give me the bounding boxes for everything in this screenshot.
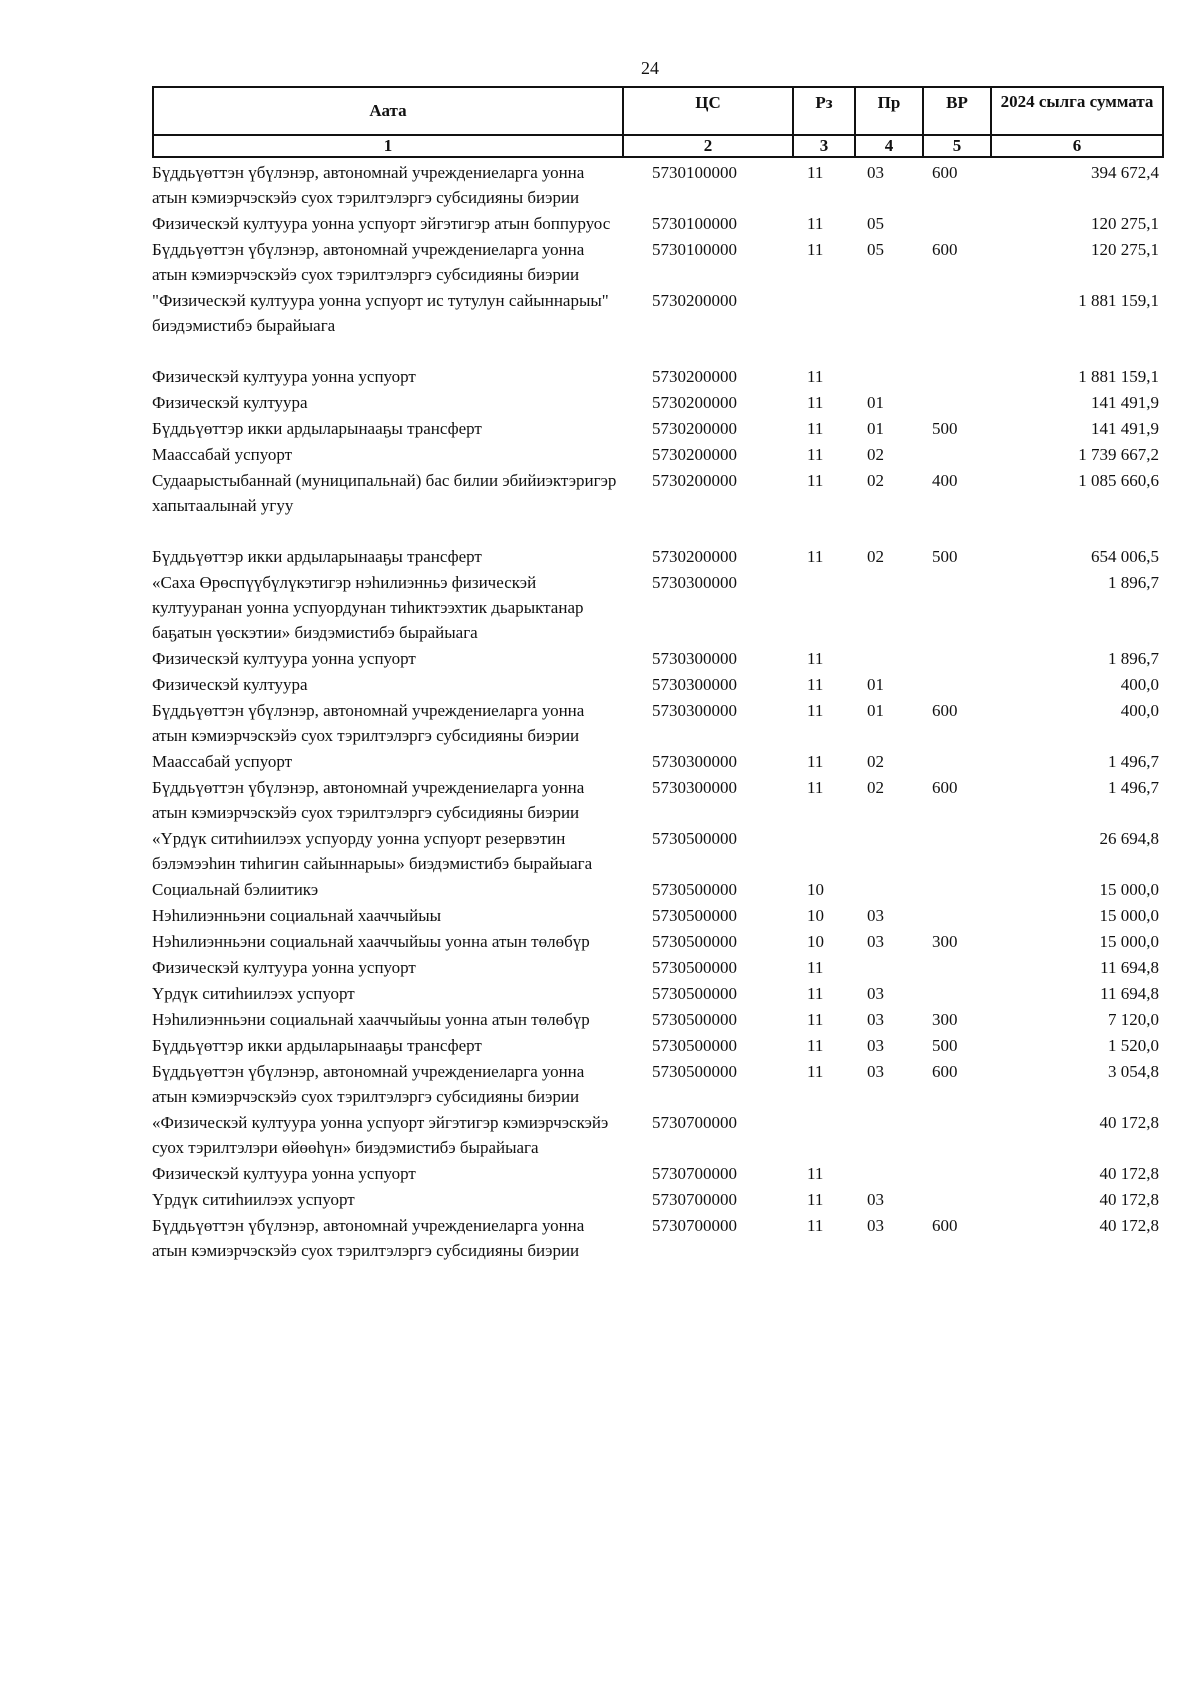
row-cs: 5730700000	[652, 1216, 737, 1235]
row-sum: 40 172,8	[1099, 1216, 1159, 1235]
header-num-2: 2	[623, 135, 793, 157]
table-row	[152, 570, 1162, 646]
table-row	[152, 775, 1162, 826]
table-row	[152, 1059, 1162, 1110]
row-sum: 15 000,0	[1099, 906, 1159, 925]
row-rz: 11	[807, 1036, 824, 1055]
row-cs: 5730200000	[652, 419, 737, 438]
row-name: Физическэй култуура уонна успуорт	[152, 958, 416, 977]
table-row	[152, 442, 1162, 468]
row-sum: 120 275,1	[1091, 214, 1159, 233]
table-row	[152, 955, 1162, 981]
row-sum: 1 896,7	[1108, 649, 1159, 668]
row-pr: 02	[867, 547, 884, 566]
row-name: Физическэй култуура уонна успуорт	[152, 367, 416, 386]
row-rz: 11	[807, 445, 824, 464]
row-name: Нэһилиэнньэни социальнай хааччыйыы	[152, 906, 442, 925]
row-name: Бүддьүөттэн үбүлэнэр, автономнай учреждениеларга уонна атын кэмиэрчэскэйэ суох тэрилтэлэргэ субсидияны биэрии	[152, 1216, 585, 1260]
row-rz: 11	[807, 240, 824, 259]
row-rz: 11	[807, 675, 824, 694]
row-cs: 5730100000	[652, 240, 737, 259]
row-name: Физическэй култуура уонна успуорт эйгэтигэр атын боппуруос	[152, 214, 611, 233]
table-row	[152, 981, 1162, 1007]
table-row	[152, 544, 1162, 570]
table-row	[152, 1161, 1162, 1187]
header-nums-row	[153, 135, 1163, 157]
row-sum: 1 739 667,2	[1078, 445, 1159, 464]
row-sum: 1 881 159,1	[1078, 291, 1159, 310]
table-row	[152, 646, 1162, 672]
row-cs: 5730500000	[652, 1036, 737, 1055]
table-row	[152, 877, 1162, 903]
row-rz: 11	[807, 1164, 824, 1183]
row-name: Үрдүк ситиһиилээх успуорт	[152, 1190, 355, 1209]
table-row	[152, 1213, 1162, 1264]
row-rz: 11	[807, 958, 824, 977]
row-vr: 600	[932, 1062, 958, 1081]
row-name: Бүддьүөттэр икки ардыларынааҕы трансферт	[152, 1036, 482, 1055]
row-rz: 11	[807, 547, 824, 566]
row-cs: 5730100000	[652, 214, 737, 233]
row-rz: 10	[807, 880, 824, 899]
row-sum: 141 491,9	[1091, 393, 1159, 412]
row-sum: 120 275,1	[1091, 240, 1159, 259]
row-sum: 40 172,8	[1099, 1190, 1159, 1209]
row-pr: 01	[867, 419, 884, 438]
row-pr: 05	[867, 240, 884, 259]
header-num-4: 4	[855, 135, 923, 157]
row-sum: 7 120,0	[1108, 1010, 1159, 1029]
header-aata: Аата	[153, 87, 623, 135]
header-sum: 2024 сылга суммата	[991, 87, 1163, 135]
row-sum: 1 896,7	[1108, 573, 1159, 592]
row-name: Физическэй култуура уонна успуорт	[152, 649, 416, 668]
row-sum: 3 054,8	[1108, 1062, 1159, 1081]
row-pr: 03	[867, 906, 884, 925]
table-row	[152, 364, 1162, 390]
row-rz: 11	[807, 214, 824, 233]
row-sum: 40 172,8	[1099, 1164, 1159, 1183]
row-name: Бүддьүөттэн үбүлэнэр, автономнай учреждениеларга уонна атын кэмиэрчэскэйэ суох тэрилтэлэргэ субсидияны биэрии	[152, 701, 585, 745]
row-pr: 01	[867, 675, 884, 694]
row-sum: 400,0	[1120, 675, 1159, 694]
row-name: Нэһилиэнньэни социальнай хааччыйыы уонна атын төлөбүр	[152, 1010, 590, 1029]
table-row	[152, 211, 1162, 237]
row-sum: 40 172,8	[1099, 1113, 1159, 1132]
row-cs: 5730200000	[652, 471, 737, 490]
row-rz: 11	[807, 419, 824, 438]
row-pr: 03	[867, 1190, 884, 1209]
row-pr: 03	[867, 163, 884, 182]
table-row	[152, 903, 1162, 929]
row-name: Маассабай успуорт	[152, 445, 293, 464]
header-cs: ЦС	[623, 87, 793, 135]
table-row	[152, 1007, 1162, 1033]
row-name: Бүддьүөттэн үбүлэнэр, автономнай учреждениеларга уонна атын кэмиэрчэскэйэ суох тэрилтэлэргэ субсидияны биэрии	[152, 778, 585, 822]
row-name: Социальнай бэлиитикэ	[152, 880, 319, 899]
row-cs: 5730500000	[652, 984, 737, 1003]
row-pr: 03	[867, 1010, 884, 1029]
table-row	[152, 390, 1162, 416]
row-pr: 02	[867, 752, 884, 771]
row-pr: 03	[867, 1036, 884, 1055]
row-rz: 11	[807, 752, 824, 771]
row-cs: 5730700000	[652, 1164, 737, 1183]
row-rz: 11	[807, 163, 824, 182]
row-vr: 300	[932, 1010, 958, 1029]
row-sum: 1 881 159,1	[1078, 367, 1159, 386]
row-cs: 5730300000	[652, 752, 737, 771]
row-cs: 5730200000	[652, 367, 737, 386]
table-row	[152, 1110, 1162, 1161]
header-rz: Рз	[793, 87, 855, 135]
row-vr: 600	[932, 701, 958, 720]
row-pr: 03	[867, 932, 884, 951]
row-sum: 1 085 660,6	[1078, 471, 1159, 490]
header-num-3: 3	[793, 135, 855, 157]
row-rz: 11	[807, 1216, 824, 1235]
row-cs: 5730500000	[652, 1010, 737, 1029]
row-cs: 5730500000	[652, 1062, 737, 1081]
row-rz: 11	[807, 1190, 824, 1209]
header-num-6: 6	[991, 135, 1163, 157]
table-row	[152, 672, 1162, 698]
row-pr: 05	[867, 214, 884, 233]
row-rz: 11	[807, 367, 824, 386]
row-name: "Физическэй култуура уонна успуорт ис тутулун сайыннарыы" биэдэмистибэ бырайыага	[152, 291, 609, 335]
row-name: «Саха Өрөспүүбүлүкэтигэр нэһилиэнньэ физическэй култууранан уонна успуордунан тиһиктээхтик дьарыктанар баҕатын үөскэтии» биэдэмистибэ бырайыага	[152, 573, 584, 642]
row-sum: 394 672,4	[1091, 163, 1159, 182]
row-name: Бүддьүөттэр икки ардыларынааҕы трансферт	[152, 547, 482, 566]
row-sum: 15 000,0	[1099, 880, 1159, 899]
row-vr: 400	[932, 471, 958, 490]
row-cs: 5730500000	[652, 906, 737, 925]
row-pr: 01	[867, 701, 884, 720]
row-sum: 400,0	[1120, 701, 1159, 720]
row-rz: 11	[807, 701, 824, 720]
row-name: Физическэй култуура	[152, 393, 308, 412]
table-row	[152, 288, 1162, 364]
header-names-row	[153, 87, 1163, 135]
table-row	[152, 929, 1162, 955]
table-row	[152, 416, 1162, 442]
table-row	[152, 749, 1162, 775]
row-pr: 03	[867, 1062, 884, 1081]
row-name: Физическэй култуура	[152, 675, 308, 694]
row-name: «Физическэй култуура уонна успуорт эйгэтигэр кэмиэрчэскэйэ суох тэрилтэлэри өйөөһүн» биэдэмистибэ бырайыага	[152, 1113, 609, 1157]
row-cs: 5730500000	[652, 932, 737, 951]
row-pr: 01	[867, 393, 884, 412]
row-sum: 15 000,0	[1099, 932, 1159, 951]
row-pr: 03	[867, 1216, 884, 1235]
row-rz: 11	[807, 984, 824, 1003]
row-vr: 600	[932, 1216, 958, 1235]
row-name: Бүддьүөттэн үбүлэнэр, автономнай учреждениеларга уонна атын кэмиэрчэскэйэ суох тэрилтэлэргэ субсидияны биэрии	[152, 163, 585, 207]
table-row	[152, 1187, 1162, 1213]
row-sum: 11 694,8	[1100, 984, 1159, 1003]
row-rz: 11	[807, 393, 824, 412]
row-cs: 5730700000	[652, 1113, 737, 1132]
row-name: Бүддьүөттэн үбүлэнэр, автономнай учреждениеларга уонна атын кэмиэрчэскэйэ суох тэрилтэлэргэ субсидияны биэрии	[152, 1062, 585, 1106]
row-name: «Үрдүк ситиһиилээх успуорду уонна успуорт резервэтин бэлэмээһин тиһигин сайыннарыы» биэдэмистибэ бырайыага	[152, 829, 593, 873]
row-cs: 5730700000	[652, 1190, 737, 1209]
row-cs: 5730300000	[652, 778, 737, 797]
row-cs: 5730200000	[652, 547, 737, 566]
row-cs: 5730500000	[652, 880, 737, 899]
page-number: 24	[641, 58, 659, 78]
row-rz: 10	[807, 906, 824, 925]
header-vr: ВР	[923, 87, 991, 135]
row-rz: 11	[807, 778, 824, 797]
header-pr: Пр	[855, 87, 923, 135]
row-rz: 11	[807, 1010, 824, 1029]
row-cs: 5730300000	[652, 649, 737, 668]
table-row	[152, 826, 1162, 877]
row-pr: 02	[867, 471, 884, 490]
row-pr: 03	[867, 984, 884, 1003]
row-vr: 500	[932, 547, 958, 566]
row-sum: 11 694,8	[1100, 958, 1159, 977]
row-cs: 5730300000	[652, 701, 737, 720]
row-sum: 1 520,0	[1108, 1036, 1159, 1055]
table-row	[152, 468, 1162, 544]
row-rz: 10	[807, 932, 824, 951]
row-pr: 02	[867, 445, 884, 464]
table-header	[152, 86, 1164, 158]
row-vr: 600	[932, 778, 958, 797]
row-cs: 5730200000	[652, 393, 737, 412]
row-cs: 5730500000	[652, 829, 737, 848]
row-cs: 5730200000	[652, 445, 737, 464]
row-sum: 654 006,5	[1091, 547, 1159, 566]
row-name: Судаарыстыбаннай (муниципальнай) бас билии эбийиэктэригэр хапытаалынай угуу	[152, 471, 617, 515]
row-name: Нэһилиэнньэни социальнай хааччыйыы уонна атын төлөбүр	[152, 932, 590, 951]
row-rz: 11	[807, 649, 824, 668]
table-row	[152, 160, 1162, 211]
row-name: Үрдүк ситиһиилээх успуорт	[152, 984, 355, 1003]
row-name: Маассабай успуорт	[152, 752, 293, 771]
row-vr: 600	[932, 163, 958, 182]
row-vr: 500	[932, 1036, 958, 1055]
row-pr: 02	[867, 778, 884, 797]
row-cs: 5730100000	[652, 163, 737, 182]
row-sum: 141 491,9	[1091, 419, 1159, 438]
row-cs: 5730200000	[652, 291, 737, 310]
row-cs: 5730500000	[652, 958, 737, 977]
row-name: Бүддьүөттэр икки ардыларынааҕы трансферт	[152, 419, 482, 438]
row-name: Физическэй култуура уонна успуорт	[152, 1164, 416, 1183]
header-num-1: 1	[153, 135, 623, 157]
table-row	[152, 1033, 1162, 1059]
row-sum: 1 496,7	[1108, 778, 1159, 797]
row-sum: 26 694,8	[1099, 829, 1159, 848]
row-vr: 500	[932, 419, 958, 438]
row-vr: 600	[932, 240, 958, 259]
row-vr: 300	[932, 932, 958, 951]
table-body	[152, 160, 1162, 1264]
header-num-5: 5	[923, 135, 991, 157]
row-sum: 1 496,7	[1108, 752, 1159, 771]
table-row	[152, 237, 1162, 288]
row-rz: 11	[807, 471, 824, 490]
row-cs: 5730300000	[652, 675, 737, 694]
row-cs: 5730300000	[652, 573, 737, 592]
row-rz: 11	[807, 1062, 824, 1081]
table-row	[152, 698, 1162, 749]
row-name: Бүддьүөттэн үбүлэнэр, автономнай учреждениеларга уонна атын кэмиэрчэскэйэ суох тэрилтэлэргэ субсидияны биэрии	[152, 240, 585, 284]
